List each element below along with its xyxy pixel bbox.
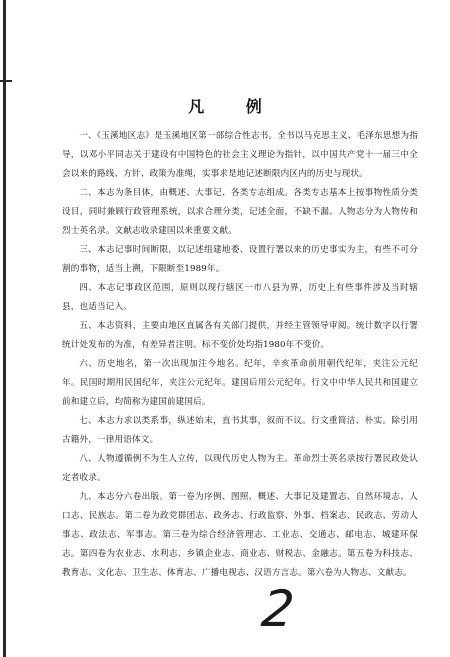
page-edge-tick [0,80,12,82]
paragraph-9: 九、本志分六卷出版。第一卷为序例、图照、概述、大事记及建置志、自然环境志、人口志、民族志。第二卷为政党群团志、政务志、行政监察、外事、档案志、民政志、劳动人事志、政法志、军事志。第三卷为综合经济管理志、工业志、交通志、邮电志、城建环保志。第四卷为农业志、水利志、乡镇企业志、商业志、财税志、金融志。第五卷为科技志、教育志、文化志、卫生志、体育志、广播电视志、汉语方言志。第六卷为人物志、文献志。 [62,492,418,578]
paragraph-6: 六、历史地名，第一次出现加注今地名。纪年，辛亥革命前用朝代纪年，夹注公元纪年。民国时期用民国纪年，夹注公元纪年。建国后用公元纪年。行文中中华人民共和国建立前和建立后，均简称为建国前建国后。 [62,359,418,407]
paragraph-5: 五、本志资料，主要由地区直属各有关部门提供，并经主管领导审阅。统计数字以行署统计处发布的为准，有差异者注明。标不变价处均指1980年不变价。 [62,321,418,350]
paragraph-3: 三、本志记事时间断限，以记述组建地委、设置行署以来的历史事实为主，有些不可分割的事物，适当上溯，下限断至1989年。 [62,245,418,274]
paragraph-7: 七、本志力求以类系事，纵述始末，直书其事，叙而不议。行文重简洁、朴实。除引用古籍外，一律用语体文。 [62,416,418,445]
paragraph-2: 二、本志为条目体，由概述、大事记、各类专志组成。各类专志基本上按事物性质分类设目，同时兼顾行政管理系统，以求合理分类，记述全面，不缺不漏。人物志分为人物传和烈士英名录。文献志收录建国以来重要文献。 [62,188,418,236]
paragraph-8: 八、人物遵循例不为生人立传，以现代历史人物为主。革命烈士英名录按行署民政处认定者收录。 [62,454,418,483]
page-title: 凡 例 [188,97,280,116]
body-text [62,127,418,583]
page-number: 2 [258,580,297,638]
paragraph-1: 一、《玉溪地区志》是玉溪地区第一部综合性志书。全书以马克思主义、毛泽东思想为指导，以邓小平同志关于建设有中国特色的社会主义理论为指针，以中国共产党十一届三中全会以来的路线、方针、政策为准绳，实事求是地记述断限内区内的历史与现状。 [62,131,418,179]
paragraph-4: 四、本志记事政区范围，原则以现行辖区一市八县为界，历史上有些事件涉及当时辖县，也适当记入。 [62,283,418,312]
